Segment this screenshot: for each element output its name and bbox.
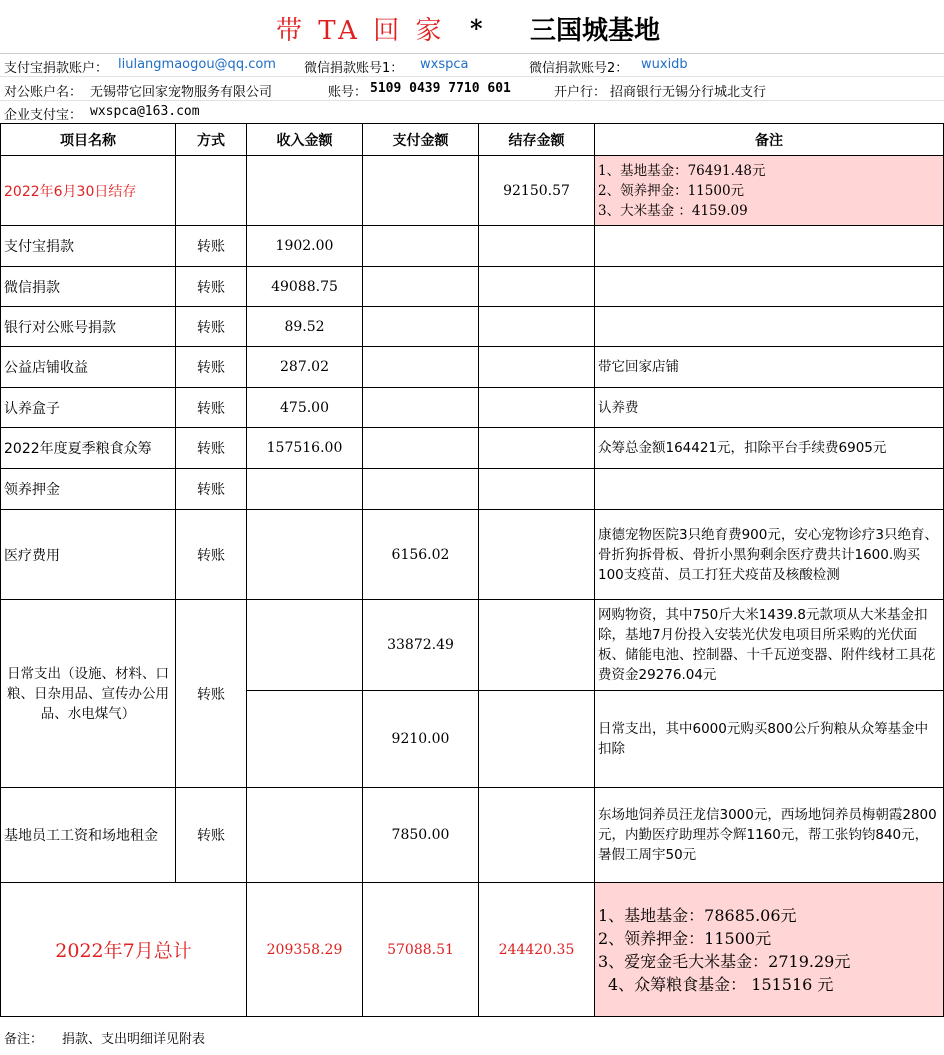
row-payment: 33872.49 <box>363 600 479 691</box>
row-balance <box>479 510 595 600</box>
total-income: 209358.29 <box>247 883 363 1017</box>
total-balance: 244420.35 <box>479 883 595 1017</box>
row-balance: 92150.57 <box>479 156 595 226</box>
note-line: 3、大米基金 ：4159.09 <box>598 202 748 219</box>
total-label: 2022年7月总计 <box>1 883 247 1017</box>
account-number: 5109 0439 7710 601 <box>370 81 511 96</box>
footer-text: 捐款、支出明细详见附表 <box>62 1032 206 1047</box>
corp-name: 无锡带它回家宠物服务有限公司 <box>90 85 273 100</box>
alipay-account[interactable]: liulangmaogou@qq.com <box>118 57 276 72</box>
alipay-label: 支付宝捐款账户： <box>4 61 109 76</box>
row-payment <box>363 347 479 388</box>
table-header-row <box>1 124 944 156</box>
title-bar <box>0 0 944 54</box>
row-note: 康德宠物医院3只绝育费900元，安心宠物诊疗3只绝育、骨折狗拆骨板、骨折小黑狗剩余医疗费共计1600.购买100支疫苗、员工打狂犬疫苗及核酸检测 <box>595 510 944 600</box>
row-income <box>247 691 363 788</box>
row-note: 带它回家店铺 <box>595 347 944 388</box>
row-payment <box>363 307 479 347</box>
finance-table <box>0 123 944 1017</box>
table-row <box>1 307 944 347</box>
row-method: 转账 <box>176 226 247 267</box>
row-note <box>595 307 944 347</box>
table-row <box>1 388 944 428</box>
row-method: 转账 <box>176 510 247 600</box>
bank-label: 开户行： <box>554 85 607 100</box>
row-method: 转账 <box>176 600 247 788</box>
row-note <box>595 156 944 226</box>
row-balance <box>479 428 595 469</box>
row-name: 公益店铺收益 <box>1 347 176 388</box>
note-line: 1、基地基金：76491.48元 <box>598 162 766 179</box>
row-name: 医疗费用 <box>1 510 176 600</box>
row-note: 网购物资，其中750斤大米1439.8元款项从大米基金扣除，基地7月份投入安装光伏发电项目所采购的光伏面板、储能电池、控制器、十千瓦逆变器、附件线材工具花费资金29276.04元 <box>595 600 944 691</box>
row-name: 银行对公账号捐款 <box>1 307 176 347</box>
row-name: 支付宝捐款 <box>1 226 176 267</box>
row-income: 475.00 <box>247 388 363 428</box>
row-balance <box>479 307 595 347</box>
note-line: 3、爱宠金毛大米基金：2719.29元 <box>598 951 851 971</box>
account-label: 账号： <box>328 85 368 100</box>
row-note: 众筹总金额164421元，扣除平台手续费6905元 <box>595 428 944 469</box>
row-method: 转账 <box>176 267 247 307</box>
row-balance <box>479 388 595 428</box>
header-balance: 结存金额 <box>479 124 595 156</box>
row-income: 157516.00 <box>247 428 363 469</box>
wechat2-label: 微信捐款账号2： <box>529 61 629 76</box>
header-item-name: 项目名称 <box>1 124 176 156</box>
row-balance <box>479 226 595 267</box>
corporate-account-row <box>0 77 944 101</box>
footer-note <box>0 1017 944 1055</box>
corp-name-label: 对公账户名： <box>4 85 83 100</box>
row-name: 日常支出（设施、材料、口粮、日杂用品、宣传办公用品、水电煤气） <box>1 600 176 788</box>
row-income: 287.02 <box>247 347 363 388</box>
bank-name: 招商银行无锡分行城北支行 <box>610 85 767 100</box>
header-payment: 支付金额 <box>363 124 479 156</box>
wechat2-account[interactable]: wuxidb <box>641 57 688 72</box>
row-payment <box>363 388 479 428</box>
row-balance <box>479 600 595 691</box>
row-payment <box>363 156 479 226</box>
total-note <box>595 883 944 1017</box>
row-payment <box>363 469 479 510</box>
row-balance <box>479 347 595 388</box>
row-name: 领养押金 <box>1 469 176 510</box>
header-notes: 备注 <box>595 124 944 156</box>
row-income: 1902.00 <box>247 226 363 267</box>
table-row <box>1 226 944 267</box>
note-line: 1、基地基金：78685.06元 <box>598 905 797 925</box>
table-row <box>1 469 944 510</box>
row-note: 日常支出，其中6000元购买800公斤狗粮从众筹基金中扣除 <box>595 691 944 788</box>
header-method: 方式 <box>176 124 247 156</box>
corp-alipay-row <box>0 100 944 124</box>
corp-alipay-label: 企业支付宝： <box>4 108 83 123</box>
wechat1-account[interactable]: wxspca <box>420 57 469 72</box>
title-base: 三国城基地 <box>530 16 661 46</box>
row-income <box>247 788 363 883</box>
row-balance <box>479 267 595 307</box>
row-name: 2022年6月30日结存 <box>1 156 176 226</box>
wechat1-label: 微信捐款账号1： <box>304 61 404 76</box>
row-income <box>247 510 363 600</box>
row-payment: 9210.00 <box>363 691 479 788</box>
header-income: 收入金额 <box>247 124 363 156</box>
row-note <box>595 226 944 267</box>
row-income <box>247 600 363 691</box>
table-row <box>1 267 944 307</box>
row-method: 转账 <box>176 469 247 510</box>
row-balance <box>479 788 595 883</box>
row-name: 微信捐款 <box>1 267 176 307</box>
row-income <box>247 469 363 510</box>
row-note <box>595 469 944 510</box>
row-income: 49088.75 <box>247 267 363 307</box>
row-method: 转账 <box>176 388 247 428</box>
row-method: 转账 <box>176 307 247 347</box>
row-note: 认养费 <box>595 388 944 428</box>
table-row <box>1 510 944 600</box>
row-method <box>176 156 247 226</box>
table-row <box>1 788 944 883</box>
donation-accounts-row <box>0 53 944 77</box>
row-payment <box>363 428 479 469</box>
row-name: 2022年度夏季粮食众筹 <box>1 428 176 469</box>
note-line: 4、众筹粮食基金： 151516 元 <box>608 974 834 994</box>
row-note <box>595 267 944 307</box>
row-name: 基地员工工资和场地租金 <box>1 788 176 883</box>
table-row <box>1 347 944 388</box>
corp-alipay-account: wxspca@163.com <box>90 104 200 119</box>
row-note: 东场地饲养员汪龙信3000元，西场地饲养员梅朝霞2800元，内勤医疗助理苏令辉1160元，帮工张钧钧840元，暑假工周宇50元 <box>595 788 944 883</box>
row-name: 认养盒子 <box>1 388 176 428</box>
title-star: * <box>470 14 483 43</box>
footer-label: 备注： <box>4 1032 44 1047</box>
table-row <box>1 600 944 691</box>
row-income: 89.52 <box>247 307 363 347</box>
total-row <box>1 883 944 1017</box>
table-row <box>1 156 944 226</box>
note-line: 2、领养押金：11500元 <box>598 928 772 948</box>
title-brand: 带 TA 回 家 <box>276 16 446 46</box>
row-payment: 7850.00 <box>363 788 479 883</box>
table-row <box>1 428 944 469</box>
row-payment <box>363 226 479 267</box>
row-method: 转账 <box>176 428 247 469</box>
total-payment: 57088.51 <box>363 883 479 1017</box>
note-line: 2、领养押金：11500元 <box>598 182 745 199</box>
row-payment: 6156.02 <box>363 510 479 600</box>
row-balance <box>479 691 595 788</box>
row-balance <box>479 469 595 510</box>
row-payment <box>363 267 479 307</box>
row-method: 转账 <box>176 788 247 883</box>
row-method: 转账 <box>176 347 247 388</box>
row-income <box>247 156 363 226</box>
